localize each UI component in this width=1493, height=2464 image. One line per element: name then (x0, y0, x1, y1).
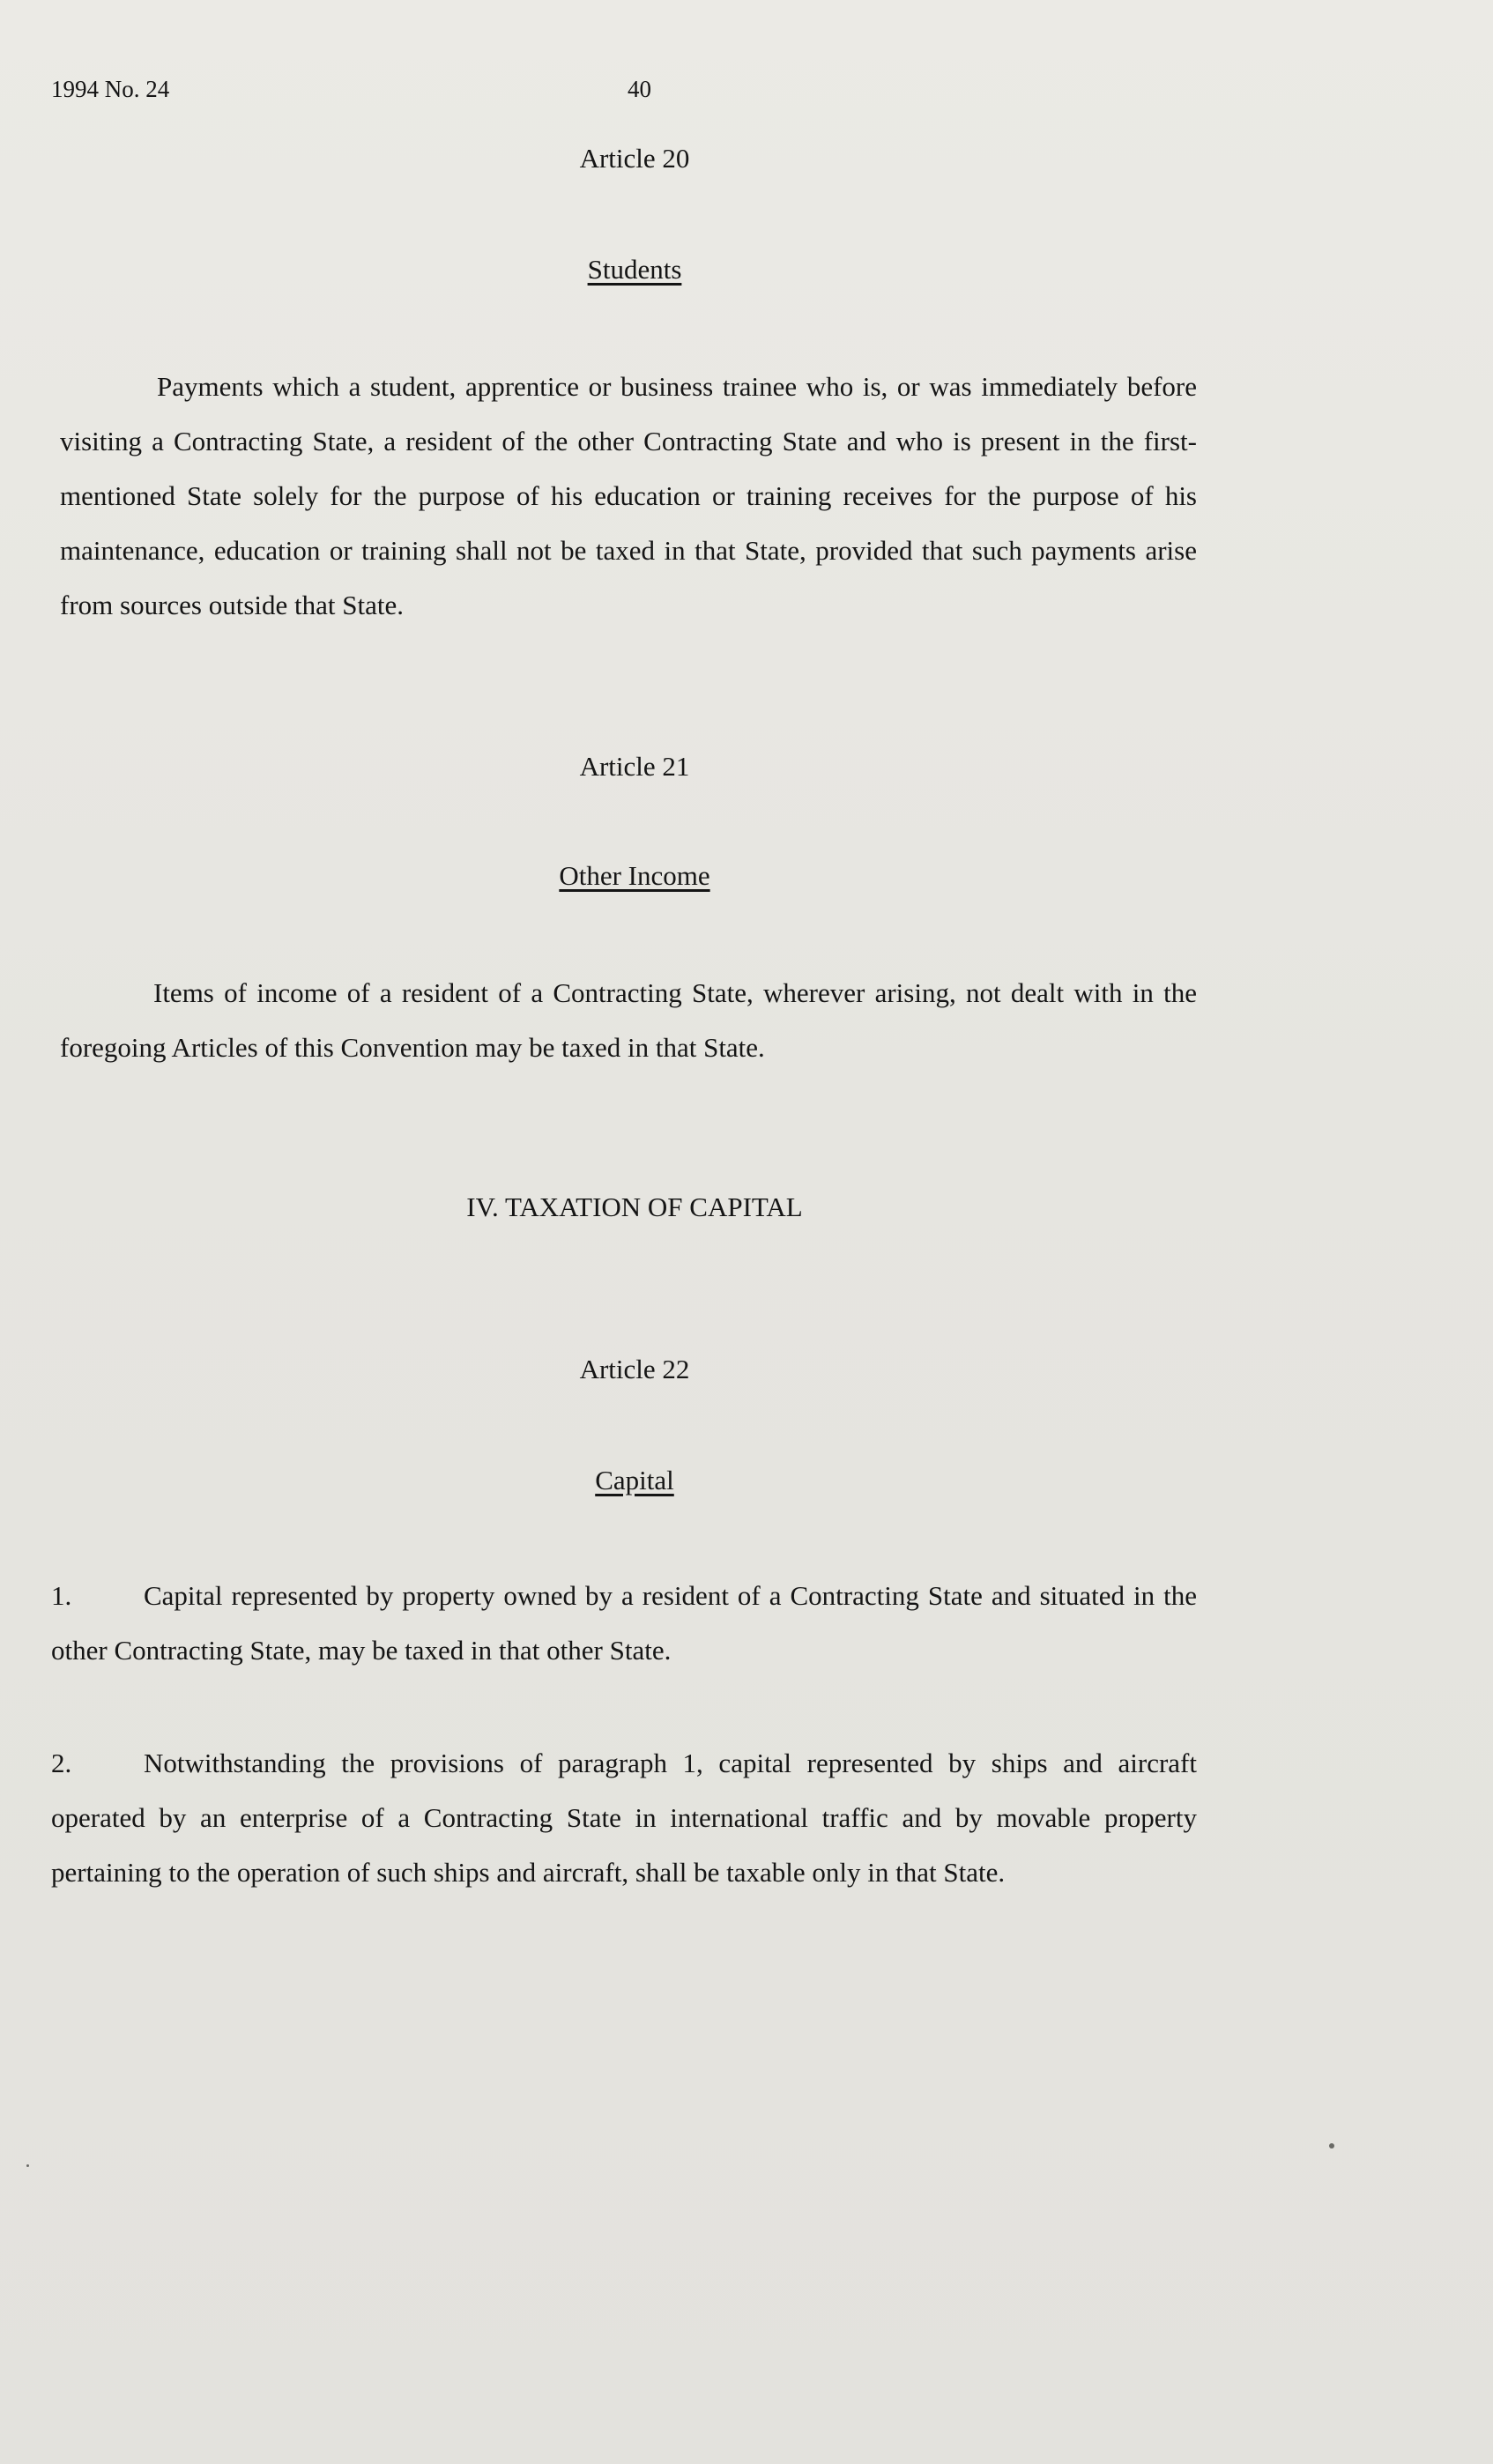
paragraph-1-text: Capital represented by property owned by a resident of a Contracting State and situated in the other Contracting State, may be taxed in that other State. (51, 1580, 1197, 1666)
paragraph-2-number: 2. (51, 1748, 72, 1778)
article-21-text: Items of income of a resident of a Contracting State, wherever arising, not dealt with in the foregoing Articles of this Convention may be taxed in that State. (60, 977, 1197, 1063)
article-22-paragraph-1 (51, 1569, 1197, 1678)
section-iv-title: IV. TAXATION OF CAPITAL (466, 1191, 803, 1222)
paragraph-2-text: Notwithstanding the provisions of paragraph 1, capital represented by ships and aircraft operated by an enterprise of a Contracting State in international traffic and by movable property pertaining to the operation of such ships and aircraft, shall be taxable only in that State. (51, 1748, 1197, 1888)
article-21-subtitle: Other Income (559, 860, 710, 891)
article-20-text: Payments which a student, apprentice or business trainee who is, or was immediately before visiting a Contracting State, a resident of the other Contracting State and who is present in the first-mentioned State solely for the purpose of his education or training receives for the purpose of his maintenance, education or training shall not be taxed in that State, provided that such payments arise from sources outside that State. (60, 371, 1197, 620)
paragraph-1-number: 1. (51, 1580, 72, 1611)
bleed-through-texture (53, 176, 1445, 227)
article-21-title: Article 21 (579, 751, 690, 782)
article-22-subtitle: Capital (595, 1465, 674, 1495)
article-20-subtitle: Students (587, 254, 682, 285)
article-22-title: Article 22 (579, 1354, 690, 1384)
scan-speck (26, 2164, 29, 2167)
article-20-title: Article 20 (579, 143, 690, 174)
document-reference: 1994 No. 24 (51, 76, 170, 102)
scan-speck (1329, 2143, 1334, 2149)
page-number: 40 (628, 76, 651, 102)
article-22-paragraph-2 (51, 1736, 1197, 1900)
